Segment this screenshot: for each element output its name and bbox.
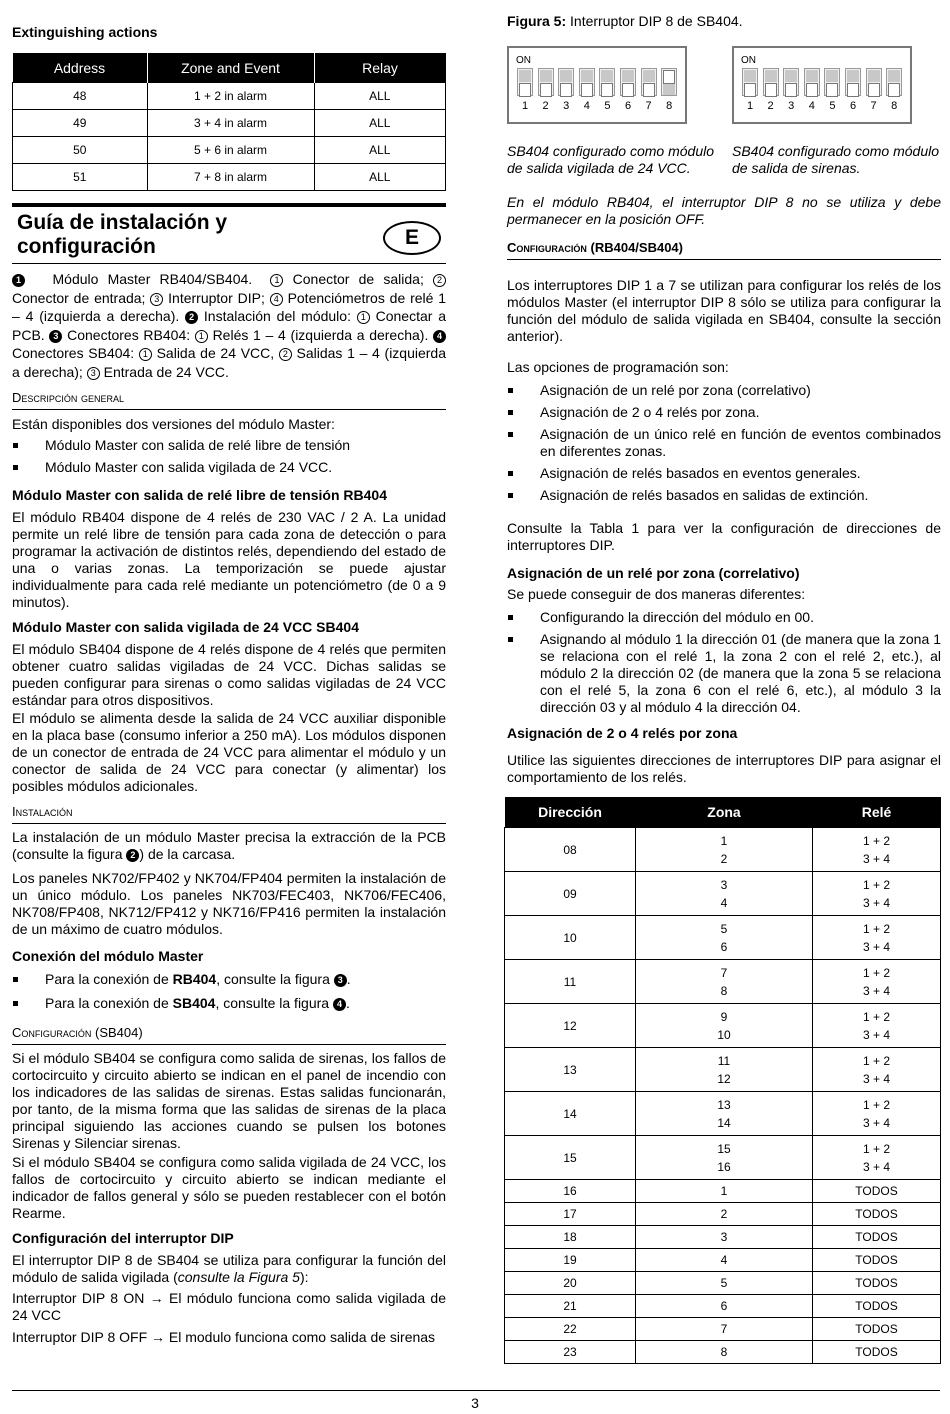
cell-line: 4: [720, 895, 728, 910]
ext-table-body: [13, 83, 446, 191]
table-cell: [636, 1092, 813, 1136]
table-cell: [636, 960, 813, 1004]
callout-b1-icon: 1: [357, 311, 370, 324]
one-relay-list: [507, 609, 941, 721]
table-row: [505, 1203, 941, 1226]
list-item: Para la conexión de RB404, consulte la figura 3 .: [12, 971, 446, 988]
table-cell: 48: [13, 83, 148, 110]
table-row: [505, 1048, 941, 1092]
dip-switch-1: [517, 68, 533, 96]
table-cell: [813, 1092, 941, 1136]
cell-line: 3: [720, 877, 728, 892]
table-cell: 5: [636, 1272, 813, 1295]
cell-line: 3 + 4: [862, 851, 891, 866]
cell-line: 1 + 2: [862, 1009, 891, 1024]
table-row: [13, 137, 446, 164]
dip-switch-number: 5: [829, 100, 836, 112]
cell-line: 3 + 4: [862, 983, 891, 998]
table-row: [13, 110, 446, 137]
table-cell: [636, 828, 813, 872]
table-row: [505, 1249, 941, 1272]
table-row: [505, 960, 941, 1004]
cell-line: 1 + 2: [862, 833, 891, 848]
dipcfg-off-line: Interruptor DIP 8 OFF → El modulo funciona como salida de sirenas: [12, 1329, 436, 1345]
table-cell: [813, 1048, 941, 1092]
table-cell: ALL: [314, 137, 446, 164]
table-cell: 7 + 8 in alarm: [147, 164, 314, 191]
figure5-title: Figura 5: Interruptor DIP 8 de SB404.: [507, 13, 743, 29]
dip-switch-number: 1: [521, 100, 529, 112]
table-cell: 16: [505, 1180, 636, 1203]
dip-switch-number: 5: [604, 100, 611, 112]
cell-line: 3 + 4: [862, 895, 891, 910]
dip-header-zona: Zona: [636, 797, 813, 828]
table-row: [13, 83, 446, 110]
cell-line: 16: [717, 1159, 731, 1174]
dip-on-label: ON: [516, 55, 531, 66]
table-cell: TODOS: [813, 1249, 941, 1272]
ext-title: Extinguishing actions: [12, 24, 158, 40]
two-four-heading: Asignación de 2 o 4 relés por zona: [507, 725, 738, 741]
one-relay-intro: Se puede conseguir de dos maneras diferentes:: [507, 586, 806, 602]
cell-line: 7: [720, 965, 728, 980]
cell-line: 3 + 4: [862, 1027, 891, 1042]
callout-d3-icon: 3: [87, 367, 100, 380]
dip-switch-left: [507, 46, 687, 124]
cell-line: 1 + 2: [862, 877, 891, 892]
table-cell: [636, 1004, 813, 1048]
dip-header-direccion: Dirección: [505, 797, 636, 828]
figure-right-caption: SB404 configurado como módulo de salida de sirenas.: [732, 143, 940, 176]
dip-switch-number: 8: [666, 100, 673, 112]
cell-line: 8: [720, 983, 728, 998]
dip-address-table: [504, 797, 941, 1364]
figure5-note: En el módulo RB404, el interruptor DIP 8 no se utiliza y debe permanecer en la posición OFF.: [507, 194, 941, 227]
table-cell: 51: [13, 164, 148, 191]
list-item: Configurando la dirección del módulo en 00.: [507, 609, 941, 626]
cell-line: 10: [717, 1027, 731, 1042]
list-item: Asignando al módulo 1 la dirección 01 (de manera que la zona 1 se relaciona con el relé 1, la zona 2 con el relé 2, etc.), al módulo 2 la dirección 02 (de manera que la zona 5 se relaciona con el relé 5, la zona 6 con el relé 6, etc.), al módulo 3 la dirección 03 y al módulo 4 la dirección 04.: [507, 631, 941, 716]
figure-left-caption: SB404 configurado como módulo de salida vigilada de 24 VCC.: [507, 143, 715, 176]
list-item: Asignación de un único relé en función de eventos combinados en diferentes zonas.: [507, 426, 941, 460]
conn-list: [12, 971, 446, 1017]
sb404-text1: El módulo SB404 dispone de 4 relés dispone de 4 relés que permiten obtener cuatro salidas vigiladas de 24 VCC. Dichas salidas se pueden configurar para sirenas o como salidas vigiladas de 24 VCC estándar para otros dispositivos.: [12, 641, 446, 708]
table-cell: TODOS: [813, 1318, 941, 1341]
table-cell: ALL: [314, 164, 446, 191]
callout-1-icon: 1: [12, 274, 25, 287]
dip-switch-number: 4: [583, 100, 590, 112]
table-cell: 5 + 6 in alarm: [147, 137, 314, 164]
dip-switch-2: [538, 68, 554, 96]
config-sb-heading: Configuración (SB404): [12, 1025, 446, 1045]
table-row: [505, 1136, 941, 1180]
dip-header-rele: Relé: [813, 797, 941, 828]
ext-table-header: [13, 53, 446, 83]
dip-switch-number: 1: [746, 100, 754, 112]
table-cell: 50: [13, 137, 148, 164]
callout-3-icon: 3: [334, 974, 347, 987]
cell-line: 1 + 2: [862, 1141, 891, 1156]
table-cell: 08: [505, 828, 636, 872]
table-cell: [813, 916, 941, 960]
config-sb-text1: Si el módulo SB404 se configura como salida de sirenas, los fallos de cortocircuito y circuito abierto se indican en el panel de incendio con los indicadores de las salidas de sirenas. Estas salidas funcionarán, por tanto, de la misma forma que las salidas de sirenas de la placa principal siguiendo las acciones cuando se pulsen los botones Sirenas y Silenciar sirenas.: [12, 1050, 446, 1151]
guide-title-line2: configuración: [17, 235, 156, 258]
install-heading: Instalación: [12, 804, 446, 824]
table-cell: TODOS: [813, 1226, 941, 1249]
dip-table-header: [505, 797, 941, 828]
table-cell: [636, 916, 813, 960]
options-list: [507, 382, 941, 509]
table-cell: TODOS: [813, 1272, 941, 1295]
dip-switch-number: 2: [767, 100, 774, 112]
cell-line: 13: [717, 1097, 731, 1112]
cell-line: 1: [720, 833, 728, 848]
dip-switch-4: [804, 68, 820, 96]
table-cell: 20: [505, 1272, 636, 1295]
dip-switch-right: [732, 46, 912, 124]
list-item: Asignación de relés basados en eventos generales.: [507, 465, 941, 482]
conn-heading: Conexión del módulo Master: [12, 948, 204, 964]
dip-switch-7: [641, 68, 657, 96]
table-cell: 6: [636, 1295, 813, 1318]
table-cell: 10: [505, 916, 636, 960]
callout-4-icon: 4: [433, 330, 446, 343]
table-cell: [636, 1048, 813, 1092]
table-cell: 49: [13, 110, 148, 137]
table-cell: 19: [505, 1249, 636, 1272]
callout-d1-icon: 1: [139, 348, 152, 361]
list-item: Asignación de 2 o 4 relés por zona.: [507, 404, 941, 421]
dip-switch-6: [845, 68, 861, 96]
dip-switch-8: [886, 68, 902, 96]
cell-line: 11: [717, 1053, 731, 1068]
dip-switch-3: [558, 68, 574, 96]
dip-switch-7: [866, 68, 882, 96]
ext-header-zone: Zone and Event: [147, 53, 314, 83]
dip-switch-2: [763, 68, 779, 96]
dip-switch-number: 8: [891, 100, 898, 112]
table-row: [505, 828, 941, 872]
config-sb-text2: Si el módulo SB404 se configura como salida vigilada de 24 VCC, los fallos de cortocircuito y circuito abierto se indican mediante el indicador de fallos general y sólo se pueden restablecer con el botón Rearme.: [12, 1154, 446, 1221]
table-row: [505, 1226, 941, 1249]
list-item: Módulo Master con salida de relé libre de tensión: [12, 437, 446, 454]
table-cell: [813, 1136, 941, 1180]
cell-line: 2: [720, 851, 728, 866]
dip-table-body: [505, 828, 941, 1364]
table-row: [505, 1180, 941, 1203]
table-cell: 11: [505, 960, 636, 1004]
cell-line: 3 + 4: [862, 1115, 891, 1130]
table-cell: 3 + 4 in alarm: [147, 110, 314, 137]
cell-line: 1 + 2: [862, 965, 891, 980]
table-cell: 13: [505, 1048, 636, 1092]
rb404-heading: Módulo Master con salida de relé libre de tensión RB404: [12, 487, 387, 503]
table-cell: 8: [636, 1341, 813, 1364]
dip-switch-number: 3: [563, 100, 570, 112]
cell-line: 3 + 4: [862, 1159, 891, 1174]
dip-switch-6: [620, 68, 636, 96]
table-row: [505, 872, 941, 916]
table-cell: [813, 828, 941, 872]
list-item: Para la conexión de SB404, consulte la figura 4 .: [12, 995, 446, 1012]
callout-d2-icon: 2: [279, 348, 292, 361]
install-text2: Los paneles NK702/FP402 y NK704/FP404 permiten la instalación de un único módulo. Los paneles NK703/FEC403, NK706/FEC406, NK708/FP408, NK712/FP412 y NK716/FP416 permiten la instalación de un máximo de cuatro módulos.: [12, 870, 446, 937]
table-row: [505, 1318, 941, 1341]
list-item: Asignación de relés basados en salidas de extinción.: [507, 487, 941, 504]
table-row: [505, 1004, 941, 1048]
dipcfg-heading: Configuración del interruptor DIP: [12, 1230, 234, 1246]
dip-switch-number: 7: [645, 100, 652, 112]
table-cell: 1 + 2 in alarm: [147, 83, 314, 110]
list-item: Módulo Master con salida vigilada de 24 VCC.: [12, 459, 446, 476]
table-row: [505, 1272, 941, 1295]
extinguishing-table: [12, 53, 446, 191]
table-cell: [813, 872, 941, 916]
table-row: [13, 164, 446, 191]
desc-heading: Descripción general: [12, 390, 446, 410]
ext-header-relay: Relay: [314, 53, 446, 83]
page-number: 3: [471, 1395, 479, 1411]
callout-2-icon: 2: [185, 311, 198, 324]
cell-line: 3 + 4: [862, 1071, 891, 1086]
dip-switch-5: [599, 68, 615, 96]
guide-header: [12, 203, 446, 264]
legend-paragraph: 1 Módulo Master RB404/SB404. 1 Conector de salida; 2 Conector de entrada; 3 Interruptor DIP; 4 Potenciómetros de relé 1 – 4 (izquierda a derecha). 2 Instalación del módulo: 1 Conectar a PCB. 3 Conectores RB404: 1 Relés 1 – 4 (izquierda a derecha). 4 Conectores SB404: 1 Salida de 24 VCC, 2 Salidas 1 – 4 (izquierda a derecha); 3 Entrada de 24 VCC.: [12, 271, 447, 380]
dip-switch-number: 2: [542, 100, 549, 112]
table-cell: 17: [505, 1203, 636, 1226]
dip-switch-5: [824, 68, 840, 96]
callout-a4-icon: 4: [270, 293, 283, 306]
callout-a3-icon: 3: [150, 293, 163, 306]
language-badge: E: [383, 221, 441, 255]
cell-line: 3 + 4: [862, 939, 891, 954]
rb404-text: El módulo RB404 dispone de 4 relés de 230 VAC / 2 A. La unidad permite un relé libre de tensión para cada zona de detección o para programar la activación de distintos relés, dependiendo del estado de una o varias zonas. La temporización se puede ajustar individualmente para cada relé mediante un potenciómetro (de 0 a 9 minutos).: [12, 509, 446, 610]
dipcfg-text1: El interruptor DIP 8 de SB404 se utiliza para configurar la función del módulo de salida vigilada (consulte la Figura 5):: [12, 1252, 446, 1285]
dip-on-label: ON: [741, 55, 756, 66]
cell-line: 1 + 2: [862, 1053, 891, 1068]
table-cell: ALL: [314, 83, 446, 110]
table-cell: 3: [636, 1226, 813, 1249]
dip-switch-number: 4: [808, 100, 815, 112]
guide-title-line1: Guía de instalación y: [17, 211, 228, 234]
config-rb-heading: Configuración (RB404/SB404): [507, 240, 941, 260]
cell-line: 1 + 2: [862, 921, 891, 936]
callout-a1-icon: 1: [270, 274, 283, 287]
table-cell: 09: [505, 872, 636, 916]
table-cell: [813, 1004, 941, 1048]
callout-3-icon: 3: [49, 330, 62, 343]
dip-switch-4: [579, 68, 595, 96]
callout-2-icon: 2: [126, 849, 139, 862]
config-rb-text1: Los interruptores DIP 1 a 7 se utilizan para configurar los relés de los módulos Master (el interruptor DIP 8 sólo se utiliza para configurar la función del módulo de salida vigilada en SB404, consulte la sección anterior).: [507, 277, 941, 344]
table-row: [505, 1341, 941, 1364]
ext-header-address: Address: [13, 53, 148, 83]
cell-line: 5: [720, 921, 728, 936]
dip-switch-8: [661, 68, 677, 96]
table-cell: 15: [505, 1136, 636, 1180]
callout-a2-icon: 2: [433, 274, 446, 287]
callout-c1-icon: 1: [195, 330, 208, 343]
dipcfg-on-line: Interruptor DIP 8 ON → El módulo funciona como salida vigilada de 24 VCC: [12, 1290, 446, 1323]
dip-switch-number: 3: [788, 100, 795, 112]
sb404-text2: El módulo se alimenta desde la salida de 24 VCC auxiliar disponible en la placa base (consumo inferior a 250 mA). Los módulos disponen de un conector de entrada de 24 VCC para alimentar el módulo y un conector de salida de 24 VCC para conectar (y alimentar) los posibles módulos adicionales.: [12, 710, 446, 794]
table-cell: 14: [505, 1092, 636, 1136]
cell-line: 9: [720, 1009, 728, 1024]
cell-line: 1 + 2: [862, 1097, 891, 1112]
table-cell: 18: [505, 1226, 636, 1249]
table-row: [505, 916, 941, 960]
table-cell: TODOS: [813, 1295, 941, 1318]
table-cell: [813, 960, 941, 1004]
table-row: [505, 1295, 941, 1318]
dip-switch-number: 7: [870, 100, 877, 112]
table-cell: [636, 872, 813, 916]
table-cell: ALL: [314, 110, 446, 137]
install-text1: La instalación de un módulo Master precisa la extracción de la PCB (consulte la figura 2 ) de la carcasa.: [12, 829, 446, 862]
table-row: [505, 1092, 941, 1136]
dip-switch-number: 6: [624, 100, 632, 112]
cell-line: 12: [717, 1071, 731, 1086]
table-cell: 4: [636, 1249, 813, 1272]
cell-line: 14: [717, 1115, 731, 1130]
footer-rule: [12, 1390, 940, 1391]
table-cell: TODOS: [813, 1203, 941, 1226]
sb404-heading: Módulo Master con salida vigilada de 24 VCC SB404: [12, 619, 359, 635]
options-intro: Las opciones de programación son:: [507, 359, 729, 375]
table-cell: 7: [636, 1318, 813, 1341]
table-cell: 12: [505, 1004, 636, 1048]
dip-switch-1: [742, 68, 758, 96]
table-cell: 22: [505, 1318, 636, 1341]
two-four-text: Utilice las siguientes direcciones de interruptores DIP para asignar el comportamiento de los relés.: [507, 752, 941, 785]
config-rb-text2: Consulte la Tabla 1 para ver la configuración de direcciones de interruptores DIP.: [507, 520, 941, 553]
dip-switch-number: 6: [849, 100, 857, 112]
table-cell: TODOS: [813, 1180, 941, 1203]
table-cell: 23: [505, 1341, 636, 1364]
cell-line: 15: [717, 1141, 731, 1156]
table-cell: 2: [636, 1203, 813, 1226]
callout-4-icon: 4: [333, 998, 346, 1011]
desc-intro: Están disponibles dos versiones del módulo Master:: [12, 416, 335, 432]
desc-list: [12, 437, 446, 481]
one-relay-heading: Asignación de un relé por zona (correlativo): [507, 565, 800, 581]
list-item: Asignación de un relé por zona (correlativo): [507, 382, 941, 399]
table-cell: 21: [505, 1295, 636, 1318]
dip-switch-3: [783, 68, 799, 96]
table-cell: [636, 1136, 813, 1180]
table-cell: 1: [636, 1180, 813, 1203]
cell-line: 6: [720, 939, 728, 954]
table-cell: TODOS: [813, 1341, 941, 1364]
